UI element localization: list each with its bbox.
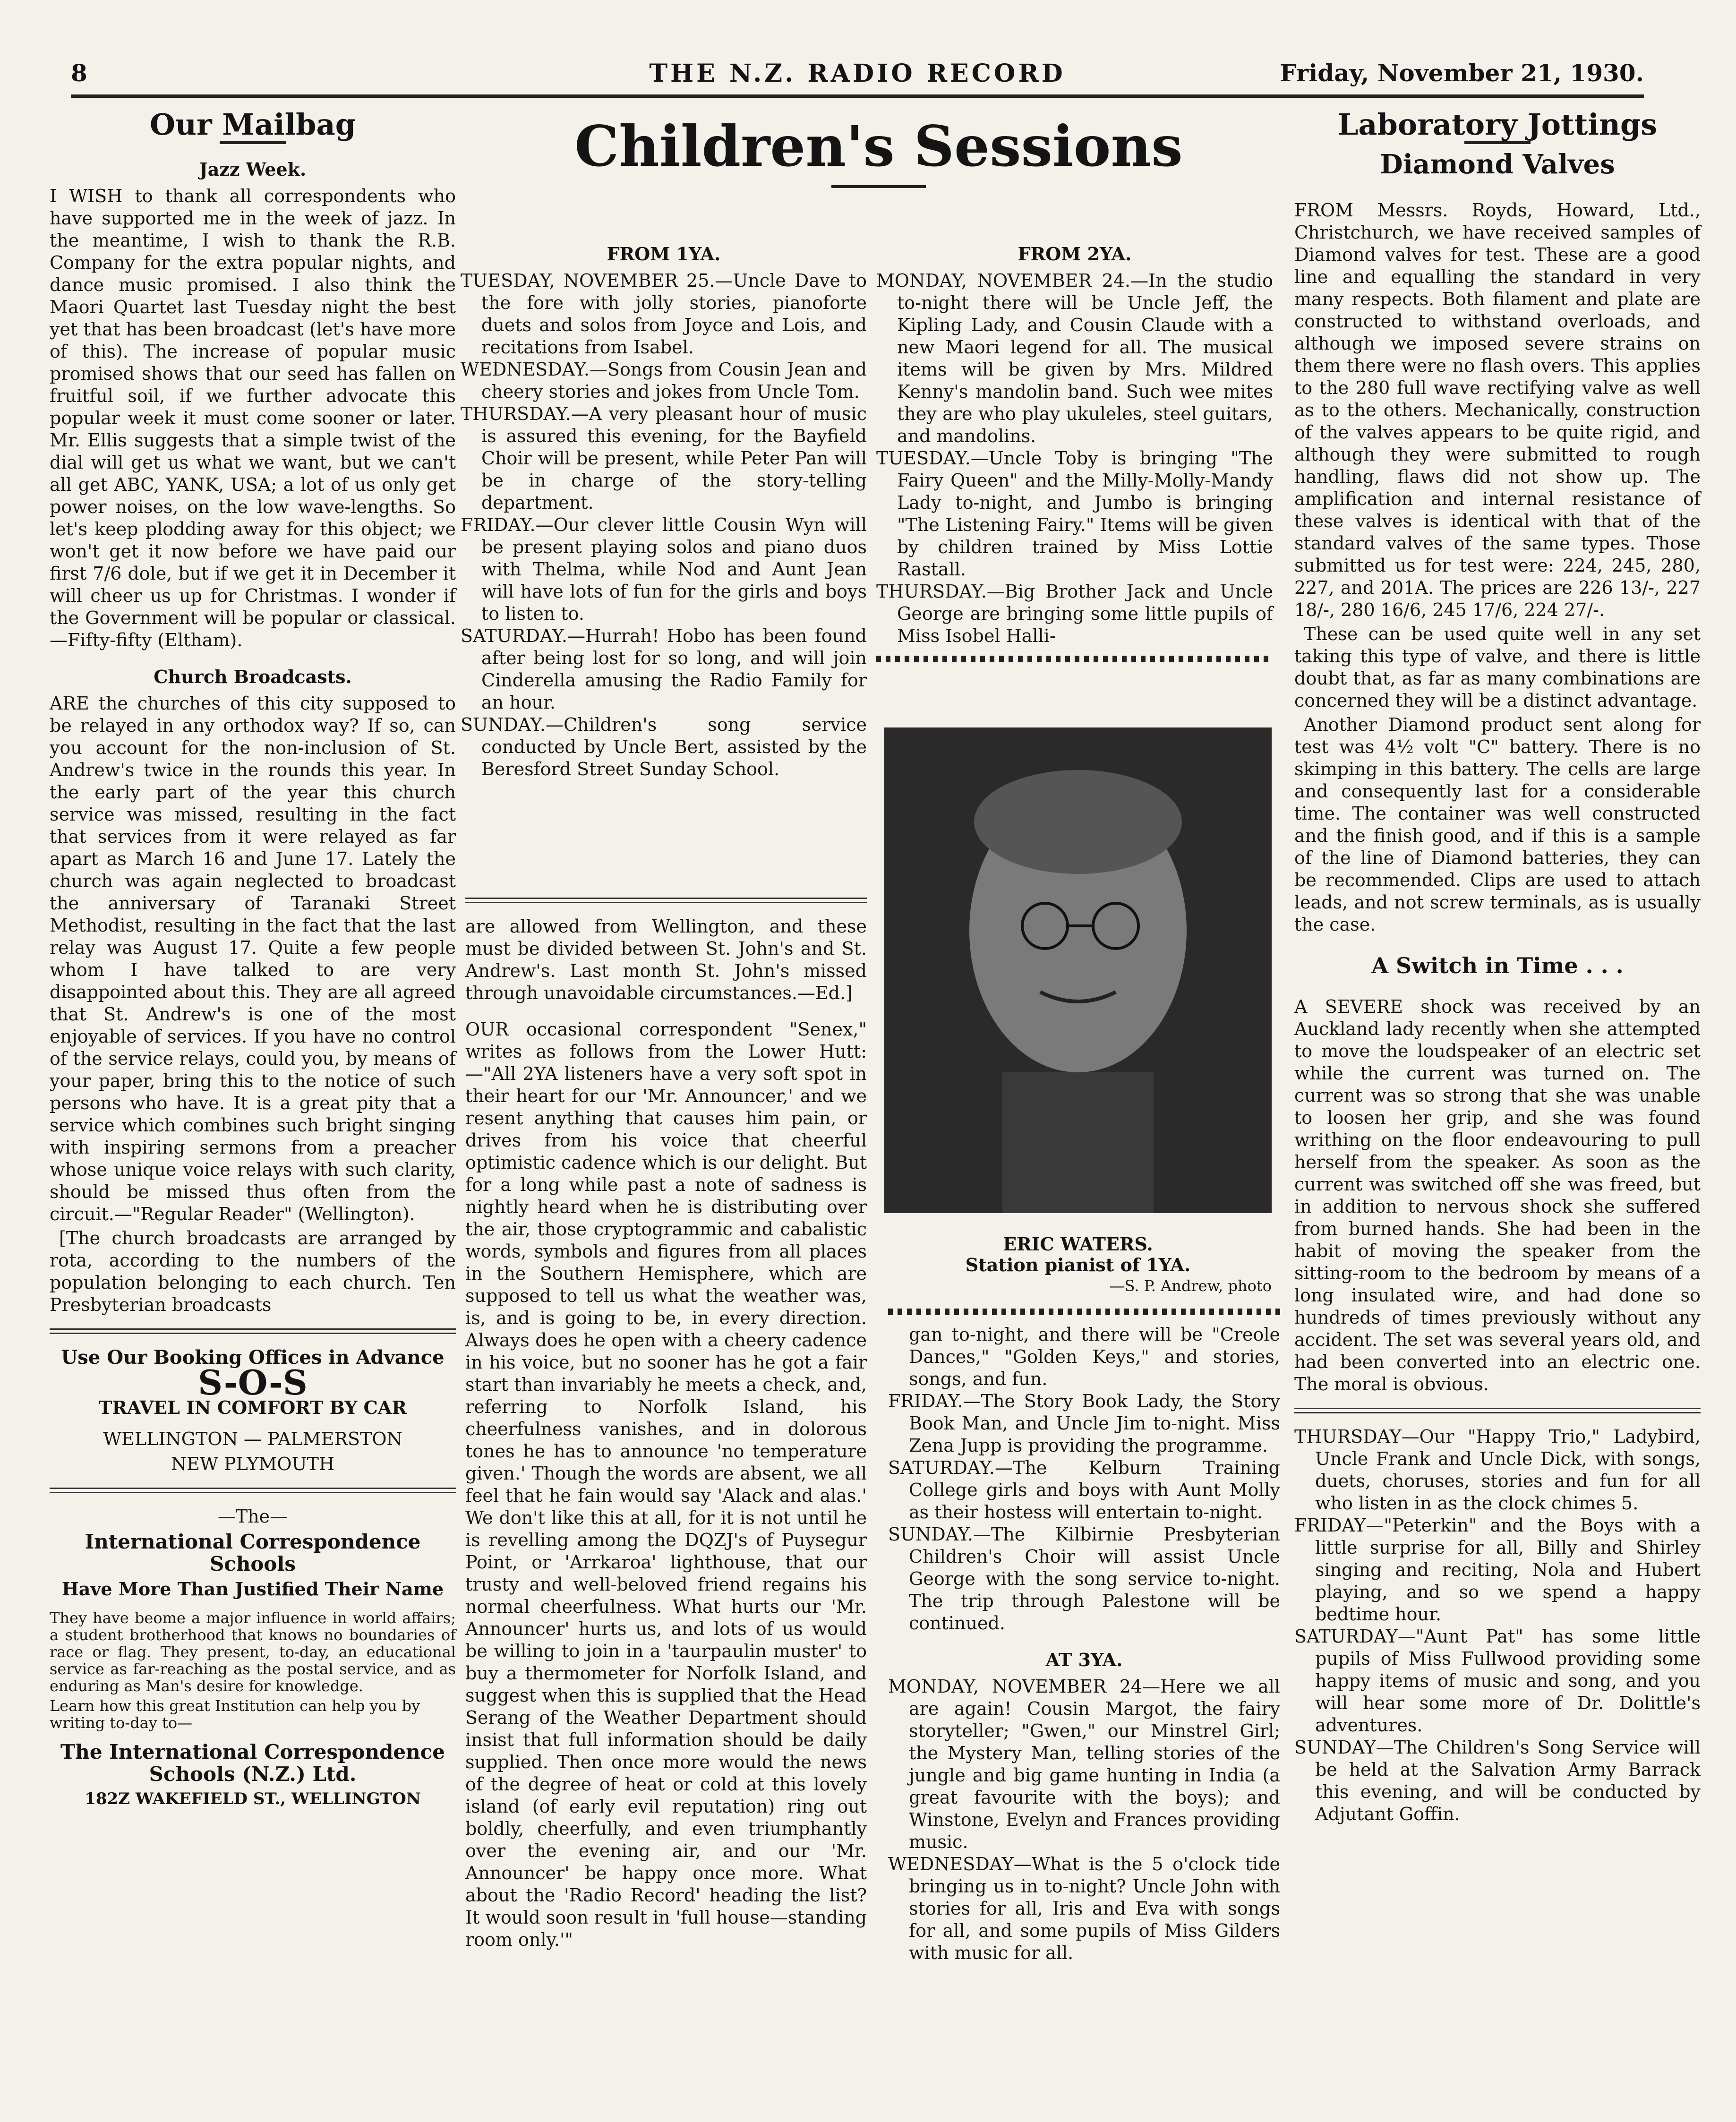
1ya-entry: THURSDAY.—A very pleasant hour of music is assured this evening, for the Bayfield Choir will be present, while Peter Pan will be in charge of the story-telling department. <box>461 403 867 513</box>
switch-title: A Switch in Time . . . <box>1371 953 1624 978</box>
1ya-entry: SATURDAY.—Hurrah! Hobo has been found after being lost for so long, and will join Cinderella amusing the Radio Family for an hour. <box>461 625 867 713</box>
separator <box>876 656 1273 662</box>
ics-company: The International Correspondence Schools (N.Z.) Ltd. <box>60 1740 445 1786</box>
2ya-entry: MONDAY, NOVEMBER 24.—In the studio to-night there will be Uncle Jeff, the Kipling Lady, and Cousin Claude with a new Maori legend for all. The musical items will be given by Mrs. Mildred Kenny's mandolin band. Such wee mites they are who play ukuleles, steel guitars, and mandolins. <box>876 270 1273 446</box>
3ya-entry: SUNDAY—The Children's Song Service will be held at the Salvation Army Barrack this evening, and will be conducted by Adjutant Goffin. <box>1294 1737 1701 1824</box>
2ya-entry: SATURDAY.—The Kelburn Training College girls and boys with Aunt Molly as their hostess will entertain to-night. <box>888 1457 1280 1523</box>
senex-letter: OUR occasional correspondent "Senex," writes as follows from the Lower Hutt:—"All 2YA listeners have a very soft spot in their heart for our 'Mr. Announcer,' and we resent anything that causes him pain, or drives from his voice that cheerful optimistic cadence which is our delight. But for a long while past a note of sadness is nightly heard when he is distributing over the air, those cryptogrammic and cabalistic words, symbols and figures from all places in the Southern Hemisphere, which are supposed to tell us what the weather was, is, and is going to be, in every direction. Always does he open with a cheery cadence in his voice, but no sooner has he got a fair start than invariably he meets a check, and, referring to Norfolk Island, his cheerfulness vanishes, and in dolorous tones he has to announce 'no temperature given.' Though the words are absent, we all feel that he fain would say 'Alack and alas.' We don't like this at all, for it is not until he is revelling among the DQZJ's of Puysegur Point, or 'Arrkaroa' lighthouse, that our trusty and well-beloved friend regains his normal cheerfulness. What hurts our 'Mr. Announcer' hurts us, and lots of us would be willing to join in a 'taurpaulin muster' to buy a thermometer for Norfolk Island, and suggest when this is supplied that the Head Serang of the Weather Department should insist that full information should be daily supplied. Then once more would the news of the degree of heat or cold at this lovely island (of early evil reputation) ring out boldly, cheerfully, and even triumphantly over the evening air, and our 'Mr. Announcer' be happy once more. What about the 'Radio Record' heading the list? It would soon result in 'full house—standing room only.'" <box>465 1019 867 1950</box>
church-reply-continued: are allowed from Wellington, and these must be divided between St. John's and St. Andrew's. Last month St. John's missed through unavoidable circumstances.—Ed.] <box>465 916 867 1003</box>
lab-subtitle: Diamond Valves <box>1380 149 1615 180</box>
2ya-entry: SUNDAY.—The Kilbirnie Presbyterian Children's Choir will assist Uncle George with the song service to-night. The trip through Palestone will be continued. <box>888 1524 1280 1634</box>
page-header <box>71 54 1644 97</box>
sessions-2ya <box>876 236 1273 671</box>
sessions-header <box>472 113 1285 202</box>
2ya-continued: gan to-night, and there will be "Creole Dances," "Golden Keys," and stories, songs, and fun. <box>909 1324 1280 1389</box>
photo-caption <box>884 1234 1272 1296</box>
3ya-entry: FRIDAY—"Peterkin" and the Boys with a little surprise for all, Billy and Shirley singing and reciting, Nola and Hubert playing, and so we spend a happy bedtime hour. <box>1294 1515 1701 1625</box>
church-letter: ARE the churches of this city supposed to be relayed in any orthodox way? If so, can you account for the non-inclusion of St. Andrew's twice in the rounds this year. In the early part of the year this church service was missed, resulting in the fact that services from it were relayed as far apart as March 16 and June 17. Lately the church was again neglected to broadcast the anniversary of Taranaki Street Methodist, resulting in the fact that the last relay was August 17. Quite a few people whom I have talked to are very disappointed about this. They are all agreed that St. Andrew's is one of the most enjoyable of services. If you have no control of the service relays, could you, by means of your paper, bring this to the notice of such persons who have. It is a great pity that a service which combines such bright singing with inspiring sermons from a preacher whose unique voice relays with such clarity, should be missed thus often from the circuit.—"Regular Reader" (Wellington). <box>50 693 456 1224</box>
ics-address: 182Z WAKEFIELD ST., WELLINGTON <box>85 1789 421 1808</box>
ics-advert <box>50 1506 456 1810</box>
title-rule <box>831 185 926 188</box>
caption-name: ERIC WATERS. <box>1003 1233 1153 1255</box>
ics-body: They have beome a major influence in world affairs; a student brotherhood that knows no boundaries of race or flag. They present, to-day, an educational service as far-reaching as the postal service, and as enduring as Man's desire for knowledge. <box>50 1609 456 1695</box>
portrait-image <box>884 727 1272 1213</box>
3ya-entry: SATURDAY—"Aunt Pat" has some little pupils of Miss Fullwood providing some happy items of music and song, and you will hear some more of Dr. Dolittle's adventures. <box>1294 1626 1701 1736</box>
1ya-entry: SUNDAY.—Children's song service conducted by Uncle Bert, assisted by the Beresford Street Sunday School. <box>461 714 867 779</box>
ics-name: International Correspondence Schools <box>85 1530 421 1575</box>
2ya-entry: TUESDAY.—Uncle Toby is bringing "The Fairy Queen" and the Milly-Molly-Mandy Lady to-night, and Jumbo is bringing "The Listening Fairy." Items will be given by children trained by Miss Lottie Rastall. <box>876 448 1273 580</box>
2ya-heading: FROM 2YA. <box>1018 243 1132 265</box>
1ya-entry: WEDNESDAY.—Songs from Cousin Jean and cheery stories and jokes from Uncle Tom. <box>461 359 867 402</box>
church-heading: Church Broadcasts. <box>154 666 352 687</box>
sos-title: S-O-S <box>198 1362 308 1403</box>
separator <box>50 1488 456 1493</box>
mailbag-title: Our Mailbag <box>149 107 356 142</box>
travel-line: TRAVEL IN COMFORT BY CAR <box>99 1397 407 1418</box>
route-line-2: NEW PLYMOUTH <box>171 1454 335 1474</box>
masthead: THE N.Z. RADIO RECORD <box>649 59 1066 88</box>
sessions-title: Children's Sessions <box>574 113 1183 179</box>
separator <box>1294 1408 1701 1413</box>
3ya-continued <box>1294 1426 1701 1825</box>
1ya-heading: FROM 1YA. <box>607 243 721 265</box>
2ya-entry: FRIDAY.—The Story Book Lady, the Story Book Man, and Uncle Jim to-night. Miss Zena Jupp is providing the programme. <box>888 1391 1280 1456</box>
booking-line: Use Our Booking Offices in Advance <box>61 1346 445 1369</box>
header-rule <box>71 94 1644 98</box>
3ya-entry: WEDNESDAY—What is the 5 o'clock tide bringing us in to-night? Uncle John with stories for all, Iris and Eva with songs for all, and some pupils of Miss Gilders with music for all. <box>888 1854 1280 1963</box>
lab-title: Laboratory Jottings <box>1337 107 1658 142</box>
3ya-entry: MONDAY, NOVEMBER 24—Here we all are again! Cousin Margot, the fairy storyteller; "Gwen," our Minstrel Girl; the Mystery Man, telling stories of the jungle and big game hunting in India (a great favourite with the boys); and Winstone, Evelyn and Frances providing music. <box>888 1676 1280 1852</box>
booking-advert <box>50 1346 456 1475</box>
church-reply: [The church broadcasts are arranged by rota, according to the numbers of the population belonging to each church. Ten Presbyterian broadcasts <box>50 1228 456 1315</box>
issue-date: Friday, November 21, 1930. <box>1280 59 1644 87</box>
3ya-entry: THURSDAY—Our "Happy Trio," Ladybird, Uncle Frank and Uncle Dick, with songs, duets, choruses, stories and fun for all who listen in as the clock chimes 5. <box>1294 1426 1701 1514</box>
1ya-entry: TUESDAY, NOVEMBER 25.—Uncle Dave to the fore with jolly stories, pianoforte duets and solos from Joyce and Lois, and recitations from Isabel. <box>461 270 867 358</box>
2ya-entry: THURSDAY.—Big Brother Jack and Uncle George are bringing some little pupils of Miss Isobel Halli- <box>876 581 1273 646</box>
portrait-photo <box>884 727 1272 1213</box>
separator <box>50 1328 456 1334</box>
lab-paragraph: FROM Messrs. Royds, Howard, Ltd., Christchurch, we have received samples of Diamond valves for test. These are a good line and equalling the standard in very many respects. Both filament and plate are constructed to withstand overloads, and although we imposed severe strains on them there were no flash overs. This applies to the 280 full wave rectifying valve as well as to the others. Mechanically, construction of the valves appears to be quite rigid, and although they were submitted to rough handling, flaws did not show up. The amplification and internal resistance of these valves is identical with that of the standard valves of the same types. Those submitted us for test were: 224, 245, 280, 227, and 201A. The prices are 226 13/-, 227 18/-, 280 16/6, 245 17/6, 224 27/-. <box>1294 200 1701 620</box>
ics-subtitle: Have More Than Justified Their Name <box>61 1578 444 1600</box>
lab-paragraph: Another Diamond product sent along for test was 4½ volt "C" battery. There is no skimping in this battery. The cells are large and consequently last for a considerable time. The container was well constructed and the finish good, and if this is a sample of the line of Diamond batteries, they can be recommended. Clips are used to attach leads, and not screw terminals, as is usually the case. <box>1294 714 1701 935</box>
sessions-1ya <box>461 236 867 780</box>
ics-the: —The— <box>217 1506 288 1527</box>
separator <box>888 1309 1280 1315</box>
caption-role: Station pianist of 1YA. <box>965 1254 1191 1275</box>
jazz-letter: I WISH to thank all correspondents who have supported me in the week of jazz. In the meantime, I wish to thank the R.B. Company for the extra popular nights, and dance music promised. I also think the Maori Quartet last Tuesday night the best yet that has been broadcast (let's have more of this). The increase of popular music promised shows that our seed has fallen on fruitful soil, if we further advocate this popular week it must come sooner or later. Mr. Ellis suggests that a simple twist of the dial will get us what we want, but we can't all get ABC, YANK, USA; a lot of us only get power noises, on the low wave-lengths. So let's keep plodding away for this object; we won't get it now before we have paid our first 7/6 dole, but if we get it in December it will cheer us up for Christmas. I wonder if the Government will be popular or classical.—Fifty-fifty (Eltham). <box>50 186 456 650</box>
switch-article: A SEVERE shock was received by an Auckland lady recently when she attempted to move the loudspeaker of an electric set while the current was turned on. The current was so strong that she was unable to loosen her grip, and she was found writhing on the floor endeavouring to pull herself from the speaker. As soon as the current was switched off she was freed, but in addition to nervous shock she suffered from burned hands. She had been in the habit of moving the speaker from the sitting-room to the bedroom by means of a long insulated wire, and had done so hundreds of times previously without any accident. The set was several years old, and had been converted into an electric one. The moral is obvious. <box>1294 996 1701 1395</box>
sessions-2ya-3ya <box>888 1309 1280 1964</box>
mailbag-continued <box>465 898 867 1953</box>
lab-paragraph: These can be used quite well in any set taking this type of valve, and there is little doubt that, as far as many combinations are concerned they will be a distinct advantage. <box>1294 624 1701 711</box>
route-line-1: WELLINGTON — PALMERSTON <box>103 1429 402 1449</box>
1ya-entry: FRIDAY.—Our clever little Cousin Wyn will be present playing solos and piano duos with Thelma, while Nod and Aunt Jean will have lots of fun for the girls and boys to listen to. <box>461 514 867 624</box>
laboratory-column <box>1294 107 1701 1825</box>
ics-learn: Learn how this great Institution can help you by writing to-day to— <box>50 1697 420 1732</box>
page-number: 8 <box>71 59 87 87</box>
separator <box>465 898 867 903</box>
jazz-heading: Jazz Week. <box>199 159 307 180</box>
3ya-heading: AT 3YA. <box>1045 1649 1123 1670</box>
mailbag-column <box>50 107 456 1813</box>
caption-credit: —S. P. Andrew, photo <box>1109 1277 1272 1295</box>
